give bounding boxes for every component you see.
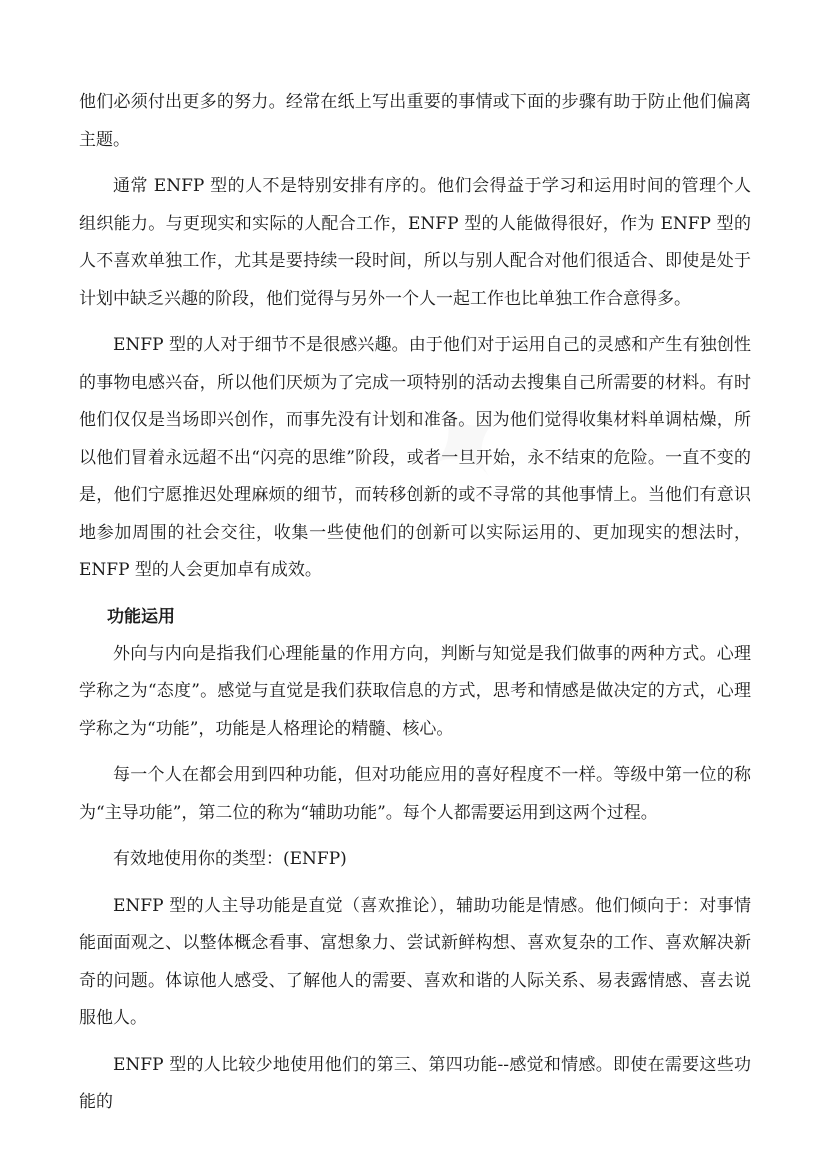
paragraph-5: 每一个人在都会用到四种功能，但对功能应用的喜好程度不一样。等级中第一位的称为“主导功能”，第二位的称为“辅助功能”。每个人都需要运用到这两个过程。 [79, 765, 751, 823]
paragraph-4: 外向与内向是指我们心理能量的作用方向，判断与知觉是我们做事的两种方式。心理学称之为“态度”。感觉与直觉是我们获取信息的方式，思考和情感是做决定的方式，心理学称之为“功能”，功能是人格理论的精髓、核心。 [79, 643, 751, 739]
paragraph-7: ENFP 型的人主导功能是直觉（喜欢推论），辅助功能是情感。他们倾向于：对事情能面面观之、以整体概念看事、富想象力、尝试新鲜构想、喜欢复杂的工作、喜欢解决新奇的问题。体谅他人感受、了解他人的需要、喜欢和谐的人际关系、易表露情感、喜去说服他人。 [79, 895, 751, 1028]
paragraph-3: ENFP 型的人对于细节不是很感兴趣。由于他们对于运用自己的灵感和产生有独创性的事物电感兴奋，所以他们厌烦为了完成一项特别的活动去搜集自己所需要的材料。有时他们仅仅是当场即兴创作，而事先没有计划和准备。因为他们觉得收集材料单调枯燥，所以他们冒着永远超不出“闪亮的思维”阶段，或者一旦开始，永不结束的危险。一直不变的是，他们宁愿推迟处理麻烦的细节，而转移创新的或不寻常的其他事情上。当他们有意识地参加周围的社会交往，收集一些使他们的创新可以实际运用的、更加现实的想法时，ENFP 型的人会更加卓有成效。 [79, 335, 751, 580]
paragraph-2: 通常 ENFP 型的人不是特别安排有序的。他们会得益于学习和运用时间的管理个人组织能力。与更现实和实际的人配合工作，ENFP 型的人能做得很好，作为 ENFP 型的人不喜欢单独工作，尤其是要持续一段时间，所以与别人配合对他们很适合、即使是处于计划中缺乏兴趣的阶段，他们觉得与另外一个人一起工作也比单独工作合意得多。 [79, 176, 751, 309]
paragraph-6: 有效地使用你的类型：(ENFP) [113, 849, 347, 869]
document-page [79, 84, 751, 1131]
section-heading: 功能运用 [107, 606, 175, 627]
paragraph-8: ENFP 型的人比较少地使用他们的第三、第四功能--感觉和情感。即使在需要这些功能的 [79, 1054, 751, 1112]
paragraph-1: 他们必须付出更多的努力。经常在纸上写出重要的事情或下面的步骤有助于防止他们偏离主题。 [79, 92, 751, 150]
watermark: ✦ [391, 365, 541, 523]
